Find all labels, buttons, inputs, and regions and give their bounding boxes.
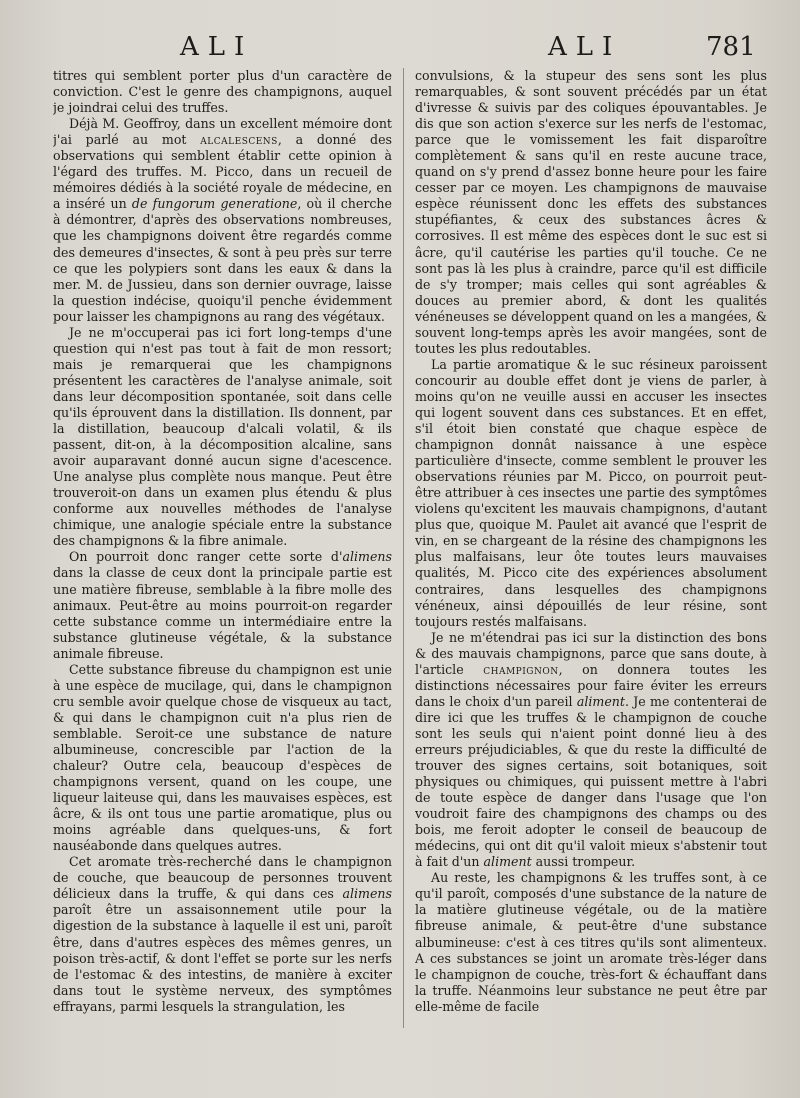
page-number: 781 [706, 32, 756, 62]
text-run: Déjà M. Geoffroy, dans un excellent mémoire dont j'ai parlé au mot [53, 116, 392, 148]
text-run: paroît être un assaisonnement utile pour la digestion de la substance à laquelle il est uni, paroît être, dans d'autres espèces des mêmes genres, un poison très-actif, & dont l'effet se porte sur les nerfs de l'estomac & des intestins, de manière à exciter dans tout le système nerveux, des symptômes effrayans, parmi lesquels la strangulation, les [53, 902, 392, 1014]
text-run: dans la classe de ceux dont la principale partie est une matière fibreuse, semblable à la fibre molle des animaux. Peut-être au moins pourroit-on regarder cette substance comme un intermédiaire entre la substance glutineuse végétale, & la substance animale fibreuse. [53, 565, 392, 661]
text-run: Au reste, les champignons & les truffes sont, à ce qu'il paroît, composés d'une substance de la nature de la matière glutineuse végétale, ou de la matière fibreuse animale, & peut-être d'une substance albumineuse: c'est à ces titres qu'ils sont alimenteux. A ces substances se joint un aromate très-léger dans le champignon de couche, très-fort & échauffant dans la truffe. Néanmoins leur substance ne peut être par elle-même de facile [415, 870, 767, 1014]
text-run: Cette substance fibreuse du champignon est unie à une espèce de mucilage, qui, dans le champignon cru semble avoir quelque chose de visqueux au tact, & qui dans le champignon cuit n'a plus rien de semblable. Seroit-ce une substance de nature albumineuse, concrescible par l'action de la chaleur? Outre cela, beaucoup d'espèces de champignons versent, quand on les coupe, une liqueur laiteuse qui, dans les mauvaises espèces, est âcre, & ils ont tous une partie aromatique, plus ou moins agréable dans quelques-uns, & fort nauséabonde dans quelques autres. [53, 661, 392, 854]
text-run: convulsions, & la stupeur des sens sont les plus remarquables, & sont souvent précédés par un état d'ivresse & suivis par des coliques épouvantables. Je dis que son action s'exerce sur les nerfs de l'estomac, parce que le vomissement les fait disparoître complètement & sans qu'il en reste aucune trace, quand on s'y prend d'assez bonne heure pour les faire cesser par ce moyen. Les champignons de mauvaise espèce réunissent donc les effets des substances stupéfiantes, & ceux des substances âcres & corrosives. Il est même des espèces dont le suc est si âcre, qu'il cautérise les parties qu'il touche. Ce ne sont pas là les plus à craindre, parce qu'il est difficile de s'y tromper; mais celles qui sont agréables & douces au premier abord, & dont les qualités vénéneuses se développent quand on les a mangées, & souvent long-temps après les avoir mangées, sont de toutes les plus redoutables. [415, 68, 767, 356]
paragraph [415, 357, 767, 630]
running-header [0, 32, 800, 66]
text-run: aussi trompeur. [531, 854, 636, 870]
paragraph [415, 68, 767, 357]
text-run: Je ne m'occuperai pas ici fort long-temps d'une question qui n'est pas tout à fait de mon ressort; mais je remarquerai que les champignons présentent les caractères de l'analyse animale, soit dans leur décomposition spontanée, soit dans celle qu'ils éprouvent dans la distillation. Ils donnent, par la distillation, beaucoup d'alcali volatil, & ils passent, dit-on, à la décomposition alcaline, sans avoir auparavant donné aucun signe d'acescence. Une analyse plus complète nous manque. Peut être trouveroit-on dans un examen plus étendu & plus conforme aux nouvelles méthodes de l'analyse chimique, une analogie spéciale entre la substance des champignons & la fibre animale. [53, 324, 392, 549]
text-run: titres qui semblent porter plus d'un caractère de conviction. C'est le genre des champignons, auquel je joindrai celui des truffes. [53, 68, 392, 116]
paragraph [53, 116, 392, 325]
italic-term: alimens [342, 886, 392, 902]
text-run: , où il cherche à démontrer, d'après des observations nombreuses, que les champignons doivent être regardés comme des demeures d'insectes, & sont à peu près sur terre ce que les polypiers sont dans les eaux & dans la mer. M. de Jussieu, dans son dernier ouvrage, laisse la question indécise, quoiqu'il penche évidemment pour laisser les champignons au rang des végétaux. [53, 196, 392, 324]
paragraph [53, 854, 392, 1014]
text-run: , on donnera toutes les distinctions nécessaires pour faire éviter les erreurs dans le choix d'un pareil [415, 661, 767, 709]
paragraph [415, 870, 767, 1014]
text-run: Je ne m'étendrai pas ici sur la distinction des bons & des mauvais champignons, parce que sans doute, à l'article [415, 629, 767, 677]
italic-term: aliment [576, 693, 625, 709]
paragraph [53, 325, 392, 550]
paragraph [415, 630, 767, 871]
small-caps-term: champignon [483, 661, 559, 677]
column-divider [403, 68, 404, 1028]
paragraph [53, 662, 392, 855]
right-column [415, 68, 767, 1078]
text-run: Cet aromate très-recherché dans le champignon de couche, que beaucoup de personnes trouvent délicieux dans la truffe, & qui dans ces [53, 854, 392, 902]
text-run: On pourroit donc ranger cette sorte d' [69, 549, 343, 565]
text-run: , a donné des observations qui semblent établir cette opinion à l'égard des truffes. M. Picco, dans un recueil de mémoires dédiés à la société royale de médecine, en a inséré un [53, 132, 392, 212]
left-column [53, 68, 392, 1078]
header-right-title: ALI [548, 32, 622, 62]
header-left-title: ALI [180, 32, 254, 62]
small-caps-term: alcalescens [200, 132, 278, 148]
text-run: La partie aromatique & le suc résineux paroissent concourir au double effet dont je viens de parler, à moins qu'on ne veuille aussi en accuser les insectes qui logent souvent dans ces substances. Et en effet, s'il étoit bien constaté que chaque espèce de champignon donnât naissance à une espèce particulière d'insecte, comme semblent le prouver les observations réunies par M. Picco, on pourroit peut-être attribuer à ces insectes une partie des symptômes violens qu'excitent les mauvais champignons, d'autant plus que, quoique M. Paulet ait avancé que l'esprit de vin, en se chargeant de la résine des champignons les plus malfaisans, leur ôte toutes leurs mauvaises qualités, M. Picco cite des expériences absolument contraires, dans lesquelles des champignons vénéneux, ainsi dépouillés de leur résine, sont toujours restés malfaisans. [415, 356, 767, 629]
paragraph [53, 549, 392, 661]
italic-term: de fungorum generatione [131, 196, 298, 212]
paragraph [53, 68, 392, 116]
italic-term: alimens [342, 549, 392, 565]
italic-term: aliment [483, 854, 532, 870]
text-run: . Je me contenterai de dire ici que les truffes & le champignon de couche sont les seuls qui n'aient point donné lieu à des erreurs préjudiciables, & que du reste la difficulté de trouver des signes certains, soit botaniques, soit physiques ou chimiques, qui puissent mettre à l'abri de toute espèce de danger dans l'usage que l'on voudroit faire des champignons des champs ou des bois, me feroit adopter le conseil de beaucoup de médecins, qui ont dit qu'il valoit mieux s'abstenir tout à fait d'un [415, 693, 767, 870]
